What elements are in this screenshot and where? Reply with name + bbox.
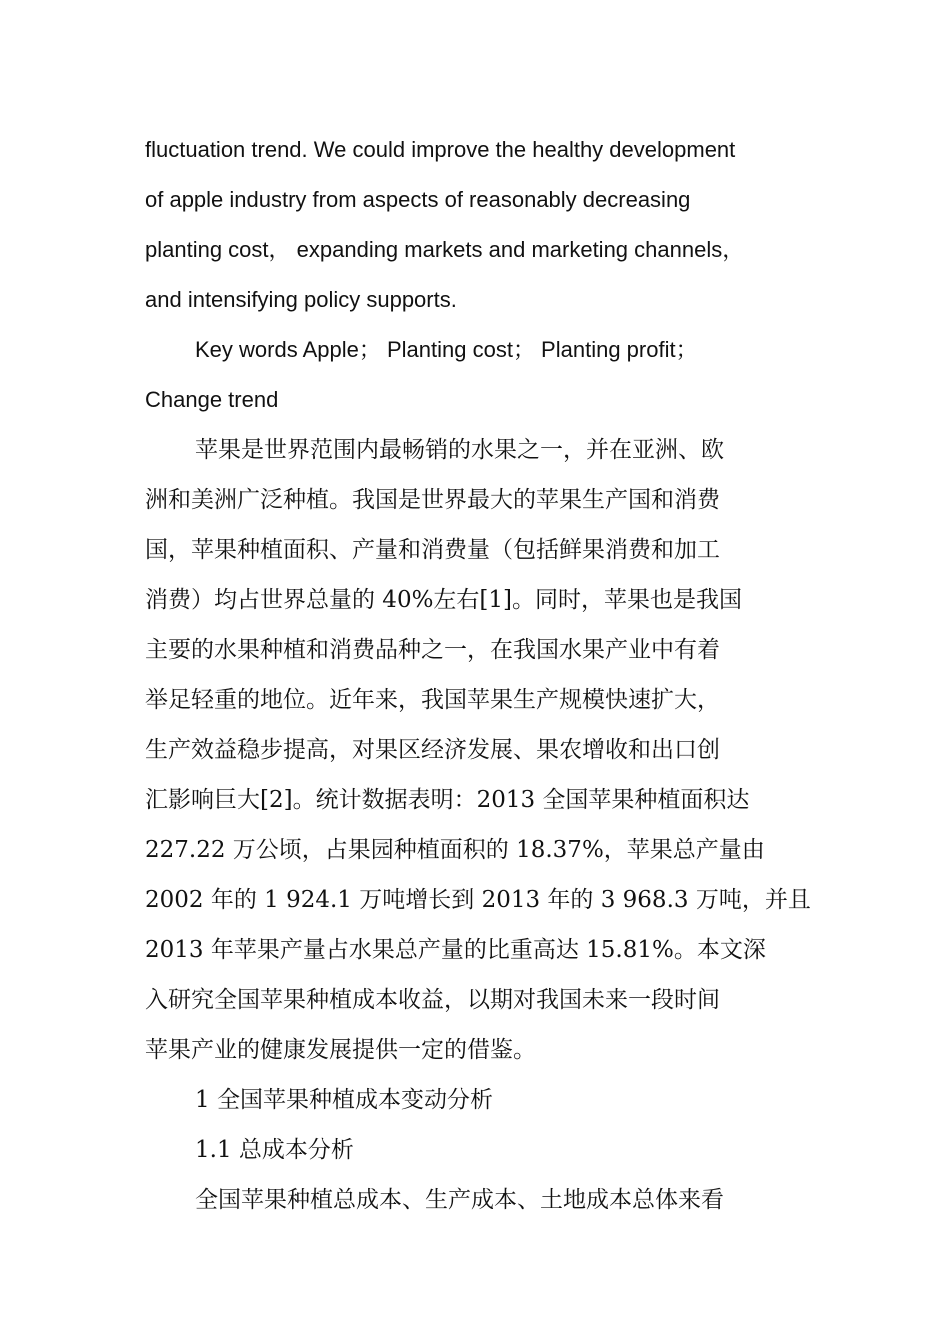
abstract-line: of apple industry from aspects of reasonably decreasing xyxy=(145,187,691,212)
abstract-english xyxy=(145,125,805,325)
paragraph-line: 2013 年苹果产量占水果总产量的比重高达 15.81%。本文深 xyxy=(145,937,766,963)
section-body-paragraph xyxy=(145,1175,805,1225)
paragraph-line: 227.22 万公顷，占果园种植面积的 18.37%，苹果总产量由 xyxy=(145,837,765,863)
abstract-line: planting cost， expanding markets and marketing channels， xyxy=(145,237,745,262)
paragraph-line: 生产效益稳步提高，对果区经济发展、果农增收和出口创 xyxy=(145,737,720,763)
abstract-line: and intensifying policy supports. xyxy=(145,287,457,312)
paragraph-line: 主要的水果种植和消费品种之一，在我国水果产业中有着 xyxy=(145,637,720,663)
keywords xyxy=(145,325,805,425)
intro-paragraph xyxy=(145,425,811,1075)
paragraph-line: 苹果产业的健康发展提供一定的借鉴。 xyxy=(145,1037,536,1063)
keywords-line: Key words Apple； Planting cost； Planting profit； xyxy=(195,337,698,362)
paragraph-line: 举足轻重的地位。近年来，我国苹果生产规模快速扩大， xyxy=(145,687,720,713)
paragraph-line: 入研究全国苹果种植成本收益，以期对我国未来一段时间 xyxy=(145,987,720,1013)
paragraph-line: 洲和美洲广泛种植。我国是世界最大的苹果生产国和消费 xyxy=(145,487,720,513)
document-body xyxy=(145,125,811,1225)
paragraph-line: 消费）均占世界总量的 40%左右[1]。同时，苹果也是我国 xyxy=(145,587,743,613)
keywords-line: Change trend xyxy=(145,387,279,412)
paragraph-line: 汇影响巨大[2]。统计数据表明：2013 全国苹果种植面积达 xyxy=(145,787,750,813)
paragraph-line: 2002 年的 1 924.1 万吨增长到 2013 年的 3 968.3 万吨，并且 xyxy=(145,887,811,913)
section-heading: 1 全国苹果种植成本变动分析 xyxy=(195,1087,493,1113)
abstract-line: fluctuation trend. We could improve the healthy development xyxy=(145,137,736,162)
paragraph-line: 苹果是世界范围内最畅销的水果之一，并在亚洲、欧 xyxy=(195,437,724,463)
paragraph-line: 全国苹果种植总成本、生产成本、土地成本总体来看 xyxy=(195,1187,724,1213)
paragraph-line: 国，苹果种植面积、产量和消费量（包括鲜果消费和加工 xyxy=(145,537,720,563)
subsection-heading: 1.1 总成本分析 xyxy=(195,1137,354,1163)
